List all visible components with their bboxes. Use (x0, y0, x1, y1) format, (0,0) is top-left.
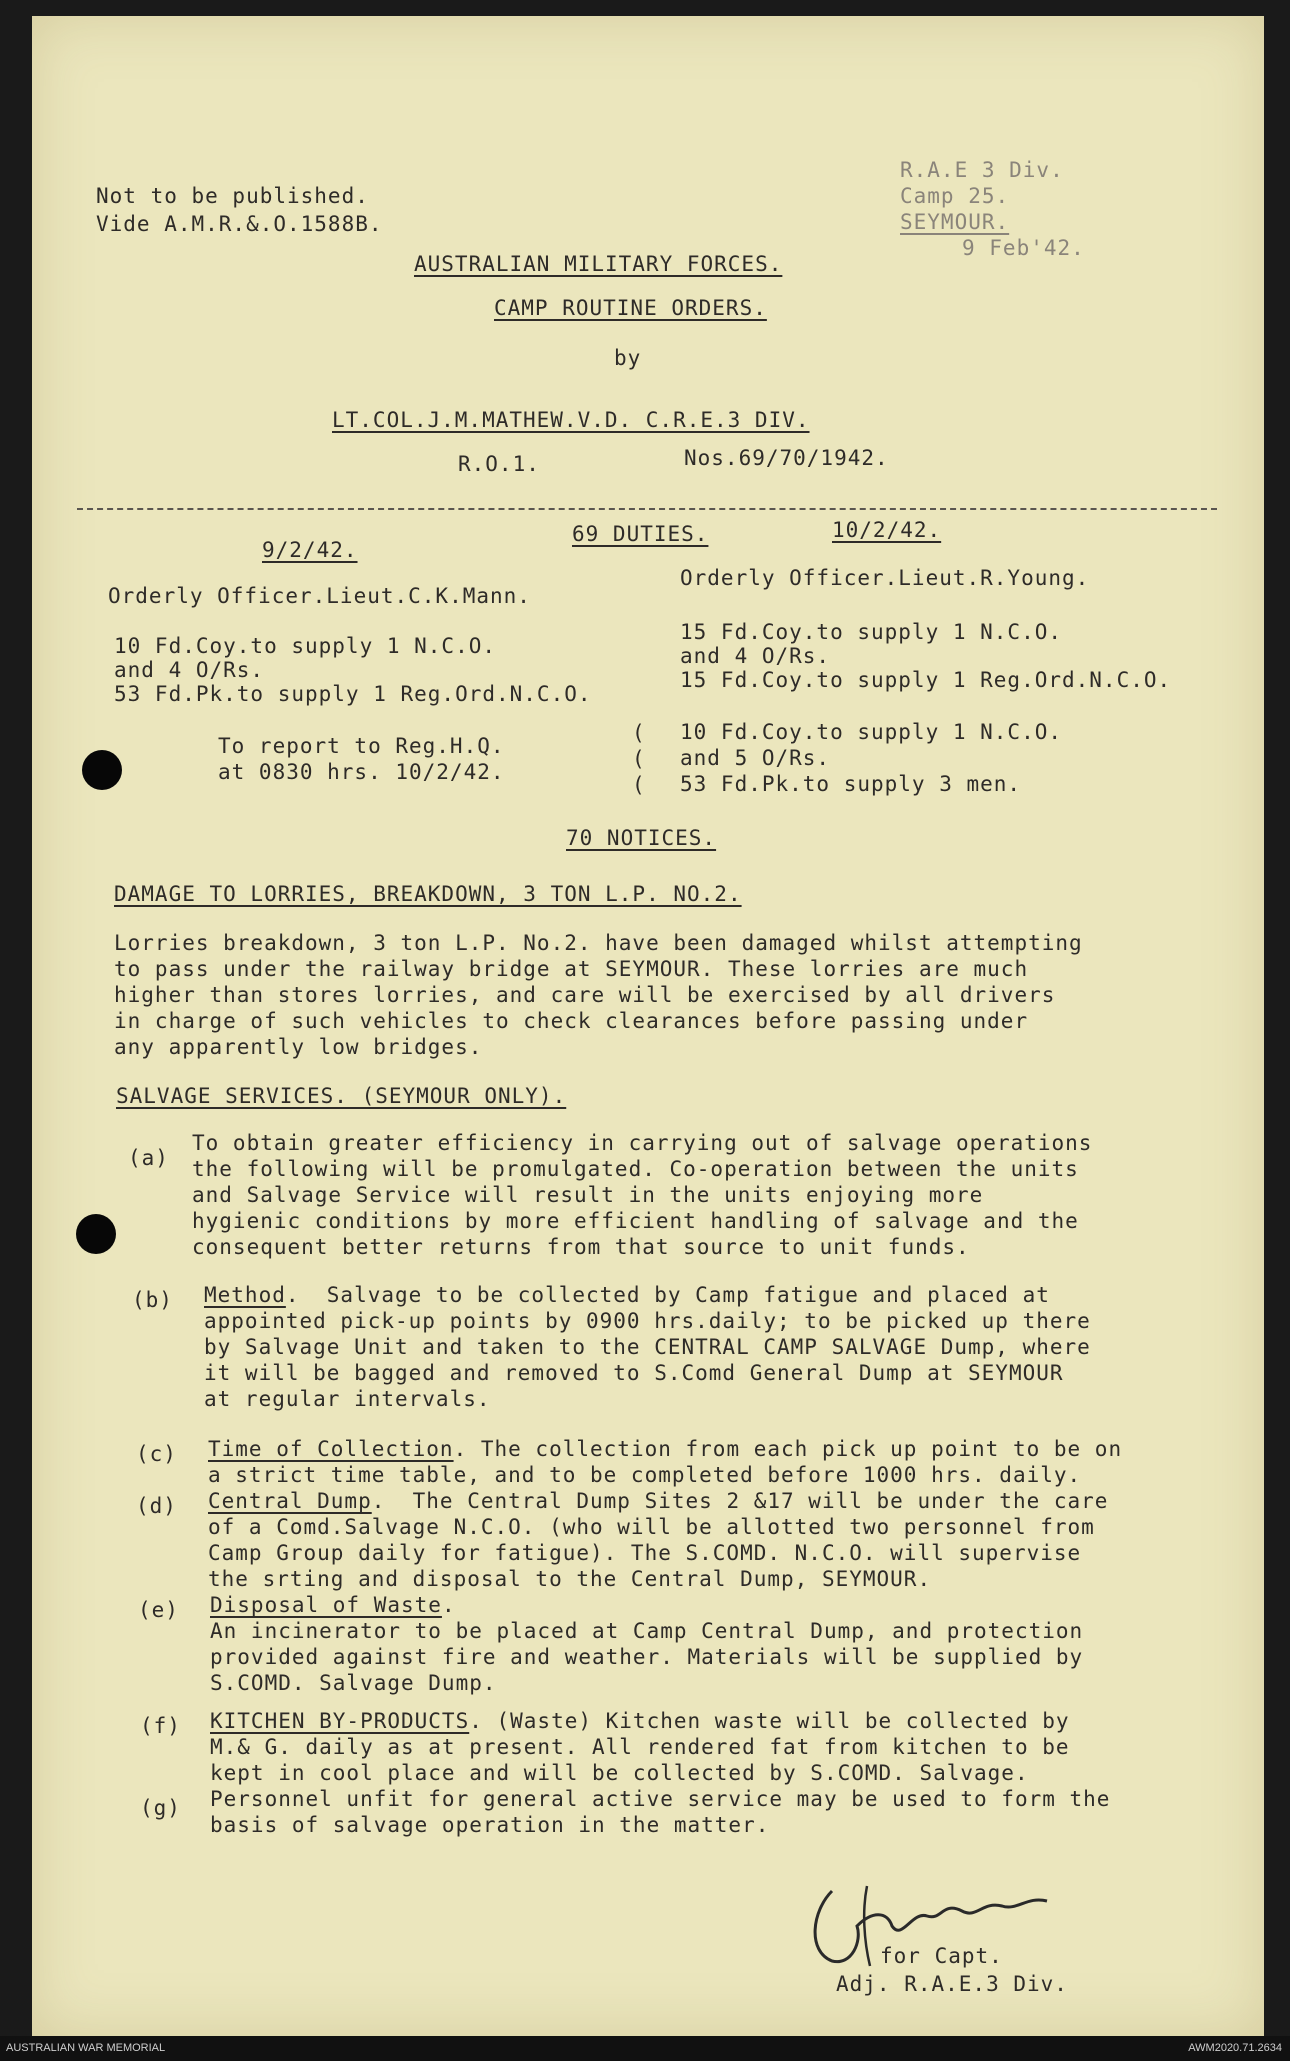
punch-hole-bottom (76, 1214, 116, 1254)
item-lead: Time of Collection (208, 1437, 454, 1461)
duty-brackets: ( ( ( (632, 721, 646, 797)
item-lead: Disposal of Waste (210, 1593, 442, 1617)
date-line: 9 Feb'42. (962, 236, 1085, 260)
item-body: To obtain greater efficiency in carrying out of salvage operations the following will be promulgated. Co-operation between the units and Salvage Service will result in the units enjoying more hygienic conditions by more efficient handling of salvage and the consequent better returns from that source to unit funds. (192, 1131, 1093, 1259)
item-letter: (a) (128, 1146, 169, 1170)
duty-left-orderly: Orderly Officer.Lieut.C.K.Mann. (108, 584, 531, 608)
footer-accession: AWM2020.71.2634 (1188, 2042, 1282, 2054)
item-body (210, 1708, 1070, 1786)
item-letter: (g) (140, 1796, 181, 1820)
unit-line: R.A.E 3 Div. (900, 158, 1064, 182)
item-body (208, 1488, 1108, 1592)
item-letter: (c) (136, 1442, 177, 1466)
duties-date-left: 9/2/42. (262, 538, 358, 562)
duty-left-report: at 0830 hrs. 10/2/42. (218, 760, 505, 784)
item-text: . The Central Dump Sites 2 &17 will be under the care of a Comd.Salvage N.C.O. (who will be allotted two personnel from Camp Group daily for fatigue). The S.COMD. N.C.O. will supervise the srting and disposal to the Central Dump, SEYMOUR. (208, 1489, 1109, 1591)
duty-right-line: 15 Fd.Coy.to supply 1 N.C.O. (680, 620, 1063, 644)
duty-right-line: 10 Fd.Coy.to supply 1 N.C.O. (680, 720, 1063, 744)
rol-code: R.O.1. (458, 452, 540, 476)
damage-heading: DAMAGE TO LORRIES, BREAKDOWN, 3 TON L.P. NO.2. (114, 882, 742, 906)
by-line: by (614, 346, 642, 370)
damage-body: Lorries breakdown, 3 ton L.P. No.2. have been damaged whilst attempting to pass under the railway bridge at SEYMOUR. These lorries are much higher than stores lorries, and care will be exercised by all drivers in charge of such vehicles to check clearances before passing under any apparently low bridges. (114, 931, 1083, 1059)
restriction-line-1: Not to be published. (96, 184, 369, 208)
duty-right-line: 53 Fd.Pk.to supply 3 men. (680, 772, 1022, 796)
document-title: AUSTRALIAN MILITARY FORCES. (414, 252, 783, 276)
salvage-heading: SALVAGE SERVICES. (SEYMOUR ONLY). (116, 1084, 567, 1108)
footer-credit: AUSTRALIAN WAR MEMORIAL (6, 2042, 166, 2054)
location-line: SEYMOUR. (900, 210, 1010, 234)
duty-left-line: and 4 O/Rs. (114, 658, 265, 682)
item-text: . Salvage to be collected by Camp fatigue and placed at appointed pick-up points by 0900 hrs.daily; to be picked up there by Salvage Unit and taken to the CENTRAL CAMP SALVAGE Dump, where it will be bagged and removed to S.Comd General Dump at SEYMOUR at regular intervals. (204, 1283, 1091, 1411)
duty-right-line: and 5 O/Rs. (680, 746, 831, 770)
notices-heading: 70 NOTICES. (566, 826, 717, 850)
document-subtitle: CAMP ROUTINE ORDERS. (494, 296, 767, 320)
divider-rule (77, 508, 1217, 510)
document-page (32, 16, 1264, 2036)
duty-right-orderly: Orderly Officer.Lieut.R.Young. (680, 566, 1090, 590)
footer-bar (0, 2036, 1290, 2061)
item-body (208, 1436, 1122, 1488)
duties-date-right: 10/2/42. (832, 518, 942, 542)
restriction-line-2: Vide A.M.R.&.O.1588B. (96, 212, 383, 236)
item-lead: KITCHEN BY-PRODUCTS (210, 1709, 470, 1733)
item-text: . An incinerator to be placed at Camp Central Dump, and protection provided against fire and weather. Materials will be supplied by S.COMD. Salvage Dump. (210, 1593, 1084, 1695)
item-text: . (Waste) Kitchen waste will be collected by M.& G. daily as at present. All rendered fat from kitchen to be kept in cool place and will be collected by S.COMD. Salvage. (210, 1709, 1070, 1785)
duty-right-line: and 4 O/Rs. (680, 644, 831, 668)
duty-right-line: 15 Fd.Coy.to supply 1 Reg.Ord.N.C.O. (680, 668, 1172, 692)
duty-left-line: 53 Fd.Pk.to supply 1 Reg.Ord.N.C.O. (114, 682, 592, 706)
duties-heading: 69 DUTIES. (572, 522, 709, 546)
item-body (210, 1592, 1083, 1696)
item-lead: Method (204, 1283, 286, 1307)
item-letter: (e) (138, 1598, 179, 1622)
item-text: . The collection from each pick up point to be on a strict time table, and to be completed before 1000 hrs. daily. (208, 1437, 1123, 1487)
commanding-officer: LT.COL.J.M.MATHEW.V.D. C.R.E.3 DIV. (332, 408, 810, 432)
item-lead: Central Dump (208, 1489, 372, 1513)
item-body (204, 1282, 1091, 1412)
item-body: Personnel unfit for general active service may be used to form the basis of salvage operation in the matter. (210, 1787, 1111, 1837)
duty-left-report: To report to Reg.H.Q. (218, 734, 505, 758)
order-numbers: Nos.69/70/1942. (684, 446, 889, 470)
signature-title: Adj. R.A.E.3 Div. (836, 1972, 1068, 1996)
punch-hole-top (82, 750, 122, 790)
item-letter: (b) (132, 1288, 173, 1312)
signature-for-capt: for Capt. (880, 1944, 1003, 1968)
item-letter: (f) (140, 1714, 181, 1738)
camp-line: Camp 25. (900, 184, 1010, 208)
duty-left-line: 10 Fd.Coy.to supply 1 N.C.O. (114, 634, 497, 658)
item-letter: (d) (136, 1494, 177, 1518)
